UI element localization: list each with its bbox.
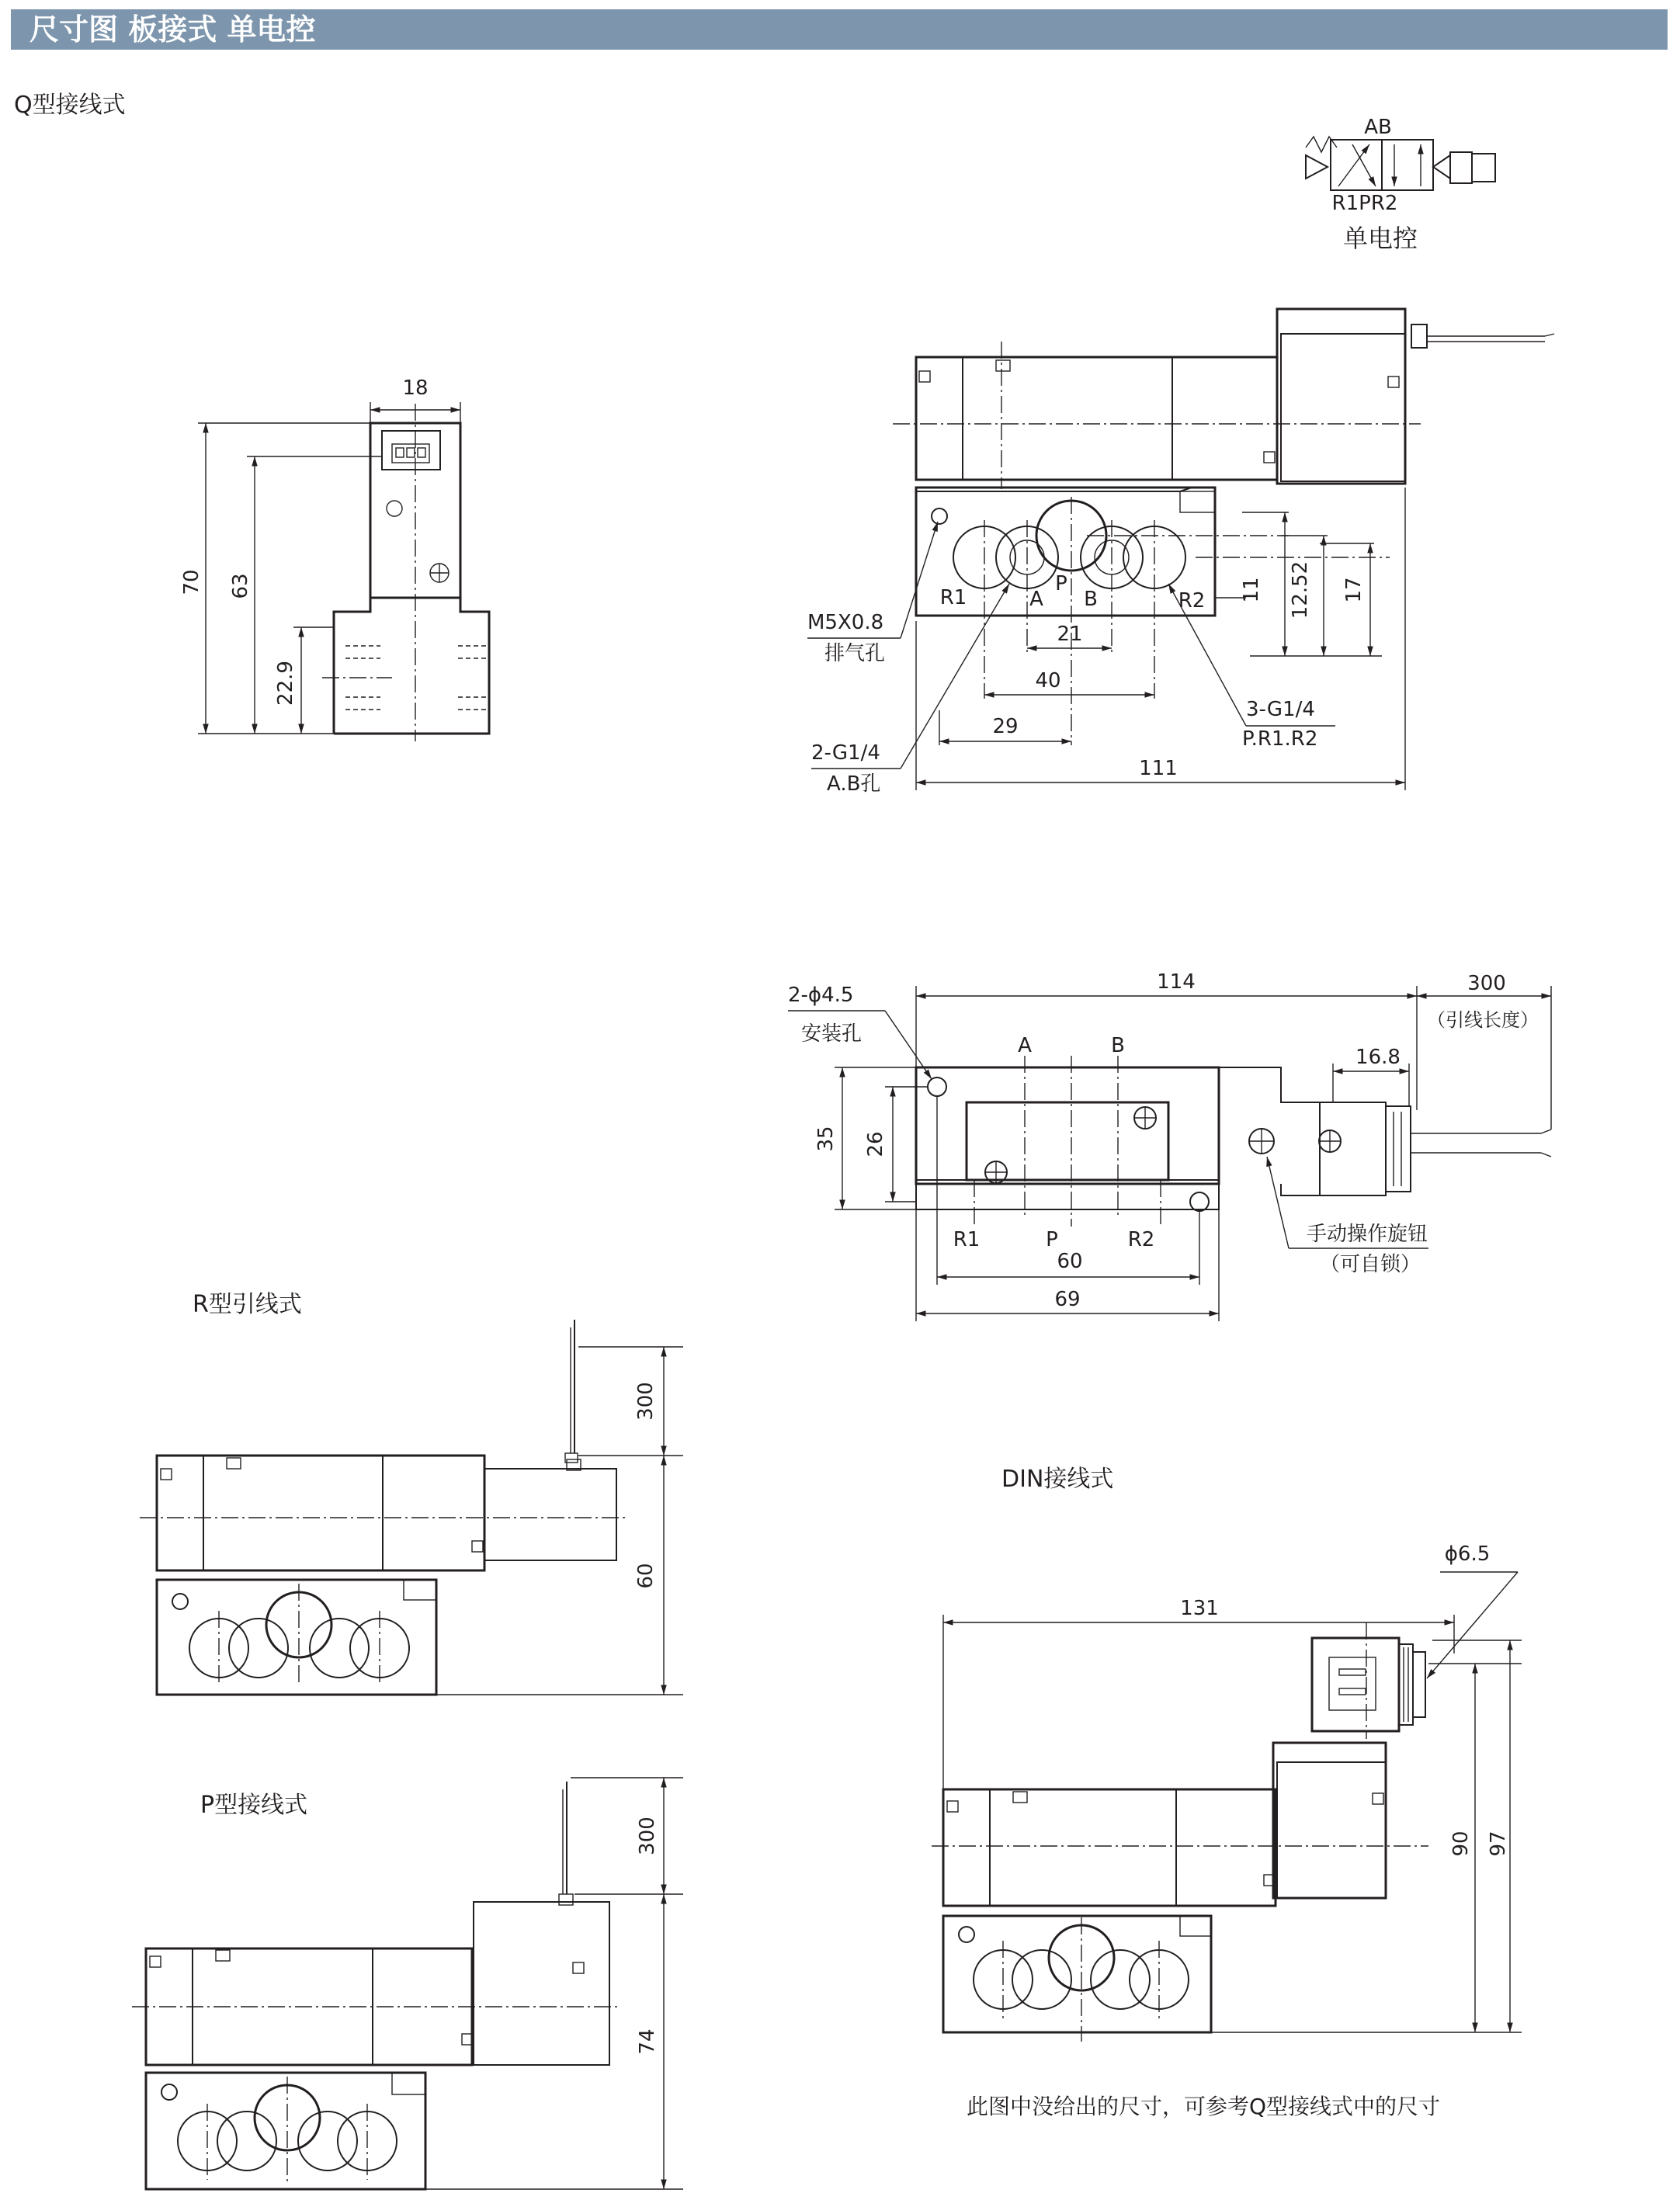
din-dim-131: 131 xyxy=(1180,1597,1219,1620)
top-dim-300: 300 xyxy=(1467,972,1506,995)
din-view xyxy=(932,1542,1522,2042)
footnote: 此图中没给出的尺寸，可参考Q型接线式中的尺寸 xyxy=(967,2094,1441,2119)
front-port-r1: R1 xyxy=(939,586,967,609)
front-dim-12-52: 12.52 xyxy=(1289,560,1312,619)
callout-m5-line1: M5X0.8 xyxy=(807,611,884,634)
section-label-q: Q型接线式 xyxy=(14,92,126,119)
top-port-b: B xyxy=(1111,1034,1125,1057)
side-dim-22-9: 22.9 xyxy=(274,661,297,706)
side-dim-70: 70 xyxy=(180,569,203,595)
symbol-bottom-label: R1PR2 xyxy=(1331,192,1398,215)
callout-g3-line1: 3-G1/4 xyxy=(1246,698,1315,721)
p-view xyxy=(132,1778,683,2189)
callout-hole-line1: 2-ϕ4.5 xyxy=(788,984,854,1007)
top-port-a: A xyxy=(1018,1034,1032,1057)
r-dim-300: 300 xyxy=(634,1382,658,1421)
page-title: 尺寸图 板接式 单电控 xyxy=(30,12,316,47)
top-dim-69: 69 xyxy=(1054,1288,1081,1311)
front-port-r2: R2 xyxy=(1178,589,1206,612)
callout-hole-line2: 安装孔 xyxy=(801,1022,863,1046)
top-dim-26: 26 xyxy=(864,1131,887,1157)
symbol-caption: 单电控 xyxy=(1342,224,1418,253)
front-dim-111: 111 xyxy=(1139,757,1178,780)
front-dim-11: 11 xyxy=(1240,577,1263,603)
top-lead-note: （引线长度） xyxy=(1427,1009,1539,1031)
callout-m5-line2: 排气孔 xyxy=(824,642,886,665)
din-dim-phi6-5: ϕ6.5 xyxy=(1444,1542,1491,1566)
section-label-din: DIN接线式 xyxy=(1001,1466,1114,1493)
r-view xyxy=(140,1320,683,1695)
din-dim-90: 90 xyxy=(1449,1830,1473,1857)
front-view xyxy=(807,309,1554,796)
front-port-b: B xyxy=(1084,588,1098,611)
top-port-r1: R1 xyxy=(953,1228,981,1251)
top-dim-114: 114 xyxy=(1157,970,1196,994)
top-port-r2: R2 xyxy=(1127,1228,1155,1251)
din-dim-97: 97 xyxy=(1487,1830,1510,1857)
front-dim-29: 29 xyxy=(992,715,1019,738)
top-dim-60: 60 xyxy=(1057,1250,1083,1273)
callout-knob-line1: 手动操作旋钮 xyxy=(1307,1223,1428,1246)
callout-g3-line2: P.R1.R2 xyxy=(1242,727,1318,751)
side-dim-63: 63 xyxy=(229,573,252,599)
front-dim-21: 21 xyxy=(1057,623,1083,646)
top-view xyxy=(788,970,1551,1321)
top-port-p: P xyxy=(1046,1228,1058,1251)
callout-g14-line1: 2-G1/4 xyxy=(811,741,880,765)
r-dim-60: 60 xyxy=(634,1563,658,1589)
callout-g14-line2: A.B孔 xyxy=(827,772,881,796)
top-dim-16-8: 16.8 xyxy=(1355,1046,1401,1069)
symbol-top-label: AB xyxy=(1364,116,1392,139)
side-view xyxy=(180,377,489,741)
front-port-a: A xyxy=(1029,588,1043,611)
section-label-p: P型接线式 xyxy=(200,1792,308,1819)
p-dim-300: 300 xyxy=(636,1817,659,1855)
front-dim-40: 40 xyxy=(1035,669,1061,692)
valve-symbol xyxy=(1306,116,1495,253)
section-label-r: R型引线式 xyxy=(193,1291,302,1318)
front-port-p: P xyxy=(1055,572,1067,595)
side-dim-18: 18 xyxy=(402,377,429,400)
top-dim-35: 35 xyxy=(814,1126,838,1152)
callout-knob-line2: （可自锁） xyxy=(1320,1253,1421,1276)
front-dim-17: 17 xyxy=(1342,577,1366,603)
p-dim-74: 74 xyxy=(636,2028,659,2055)
